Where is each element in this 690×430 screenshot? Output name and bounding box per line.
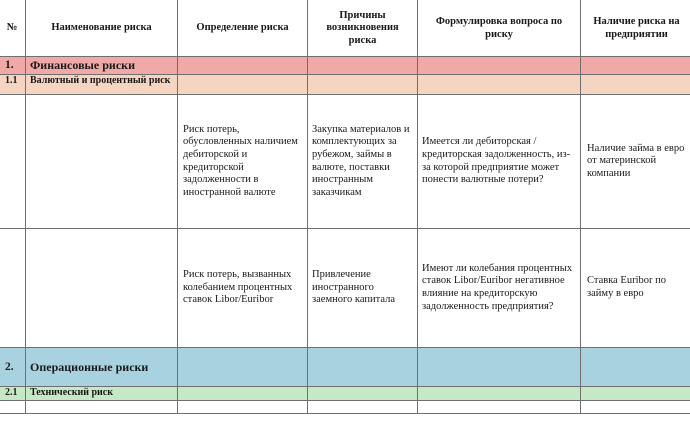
section-title: Операционные риски — [26, 348, 178, 387]
risk-question-cell: Имеют ли колебания процентных ставок Libor/Euribor негативное влияние на кредиторскую задолженность предприятия? — [418, 229, 581, 348]
header-row — [0, 0, 690, 57]
empty-cell — [308, 348, 418, 387]
empty-cell — [26, 229, 178, 348]
subsection-number: 2.1 — [0, 387, 26, 401]
subsection-title: Валютный и процентный риск — [26, 75, 178, 95]
empty-cell — [418, 348, 581, 387]
empty-cell — [308, 387, 418, 401]
header-risk-name: Наименование риска — [26, 0, 178, 57]
risk-causes-cell: Привлечение иностранного заемного капитала — [308, 229, 418, 348]
empty-cell — [581, 401, 690, 414]
empty-cell — [178, 401, 308, 414]
risk-availability-cell: Ставка Euribor по займу в евро — [581, 229, 690, 348]
empty-cell — [26, 95, 178, 229]
empty-cell — [308, 401, 418, 414]
empty-cell — [581, 387, 690, 401]
empty-cell — [178, 75, 308, 95]
header-risk-availability: Наличие риска на предприятии — [581, 0, 690, 57]
empty-cell — [26, 401, 178, 414]
subsection-row-currency — [0, 75, 690, 95]
empty-cell — [0, 401, 26, 414]
empty-cell — [581, 348, 690, 387]
section-row-financial — [0, 57, 690, 75]
empty-cell — [418, 75, 581, 95]
subsection-number: 1.1 — [0, 75, 26, 95]
section-title: Финансовые риски — [26, 57, 178, 75]
empty-cell — [0, 229, 26, 348]
empty-cell — [178, 57, 308, 75]
empty-cell — [178, 387, 308, 401]
risk-question-cell: Имеется ли дебиторская / кредиторская задолженность, из-за которой предприятие может понести валютные потери? — [418, 95, 581, 229]
empty-cell — [308, 57, 418, 75]
empty-cell — [0, 95, 26, 229]
risk-causes-cell: Закупка материалов и комплектующих за рубежом, займы в валюте, поставки иностранным заказчикам — [308, 95, 418, 229]
risk-definition-cell: Риск потерь, обусловленных наличием дебиторской и кредиторской задолженности в иностранной валюте — [178, 95, 308, 229]
section-row-operational — [0, 348, 690, 387]
header-risk-question: Формулировка вопроса по риску — [418, 0, 581, 57]
empty-cell — [418, 57, 581, 75]
empty-cell — [178, 348, 308, 387]
empty-cell — [581, 75, 690, 95]
header-risk-causes: Причины возникновения риска — [308, 0, 418, 57]
table-row — [0, 95, 690, 229]
table-row — [0, 229, 690, 348]
header-risk-definition: Определение риска — [178, 0, 308, 57]
table-row — [0, 401, 690, 414]
subsection-row-technical — [0, 387, 690, 401]
risk-definition-cell: Риск потерь, вызванных колебанием процентных ставок Libor/Euribor — [178, 229, 308, 348]
risk-availability-cell: Наличие займа в евро от материнской компании — [581, 95, 690, 229]
subsection-title: Технический риск — [26, 387, 178, 401]
header-number: № — [0, 0, 26, 57]
section-number: 1. — [0, 57, 26, 75]
empty-cell — [418, 387, 581, 401]
empty-cell — [418, 401, 581, 414]
empty-cell — [581, 57, 690, 75]
section-number: 2. — [0, 348, 26, 387]
empty-cell — [308, 75, 418, 95]
